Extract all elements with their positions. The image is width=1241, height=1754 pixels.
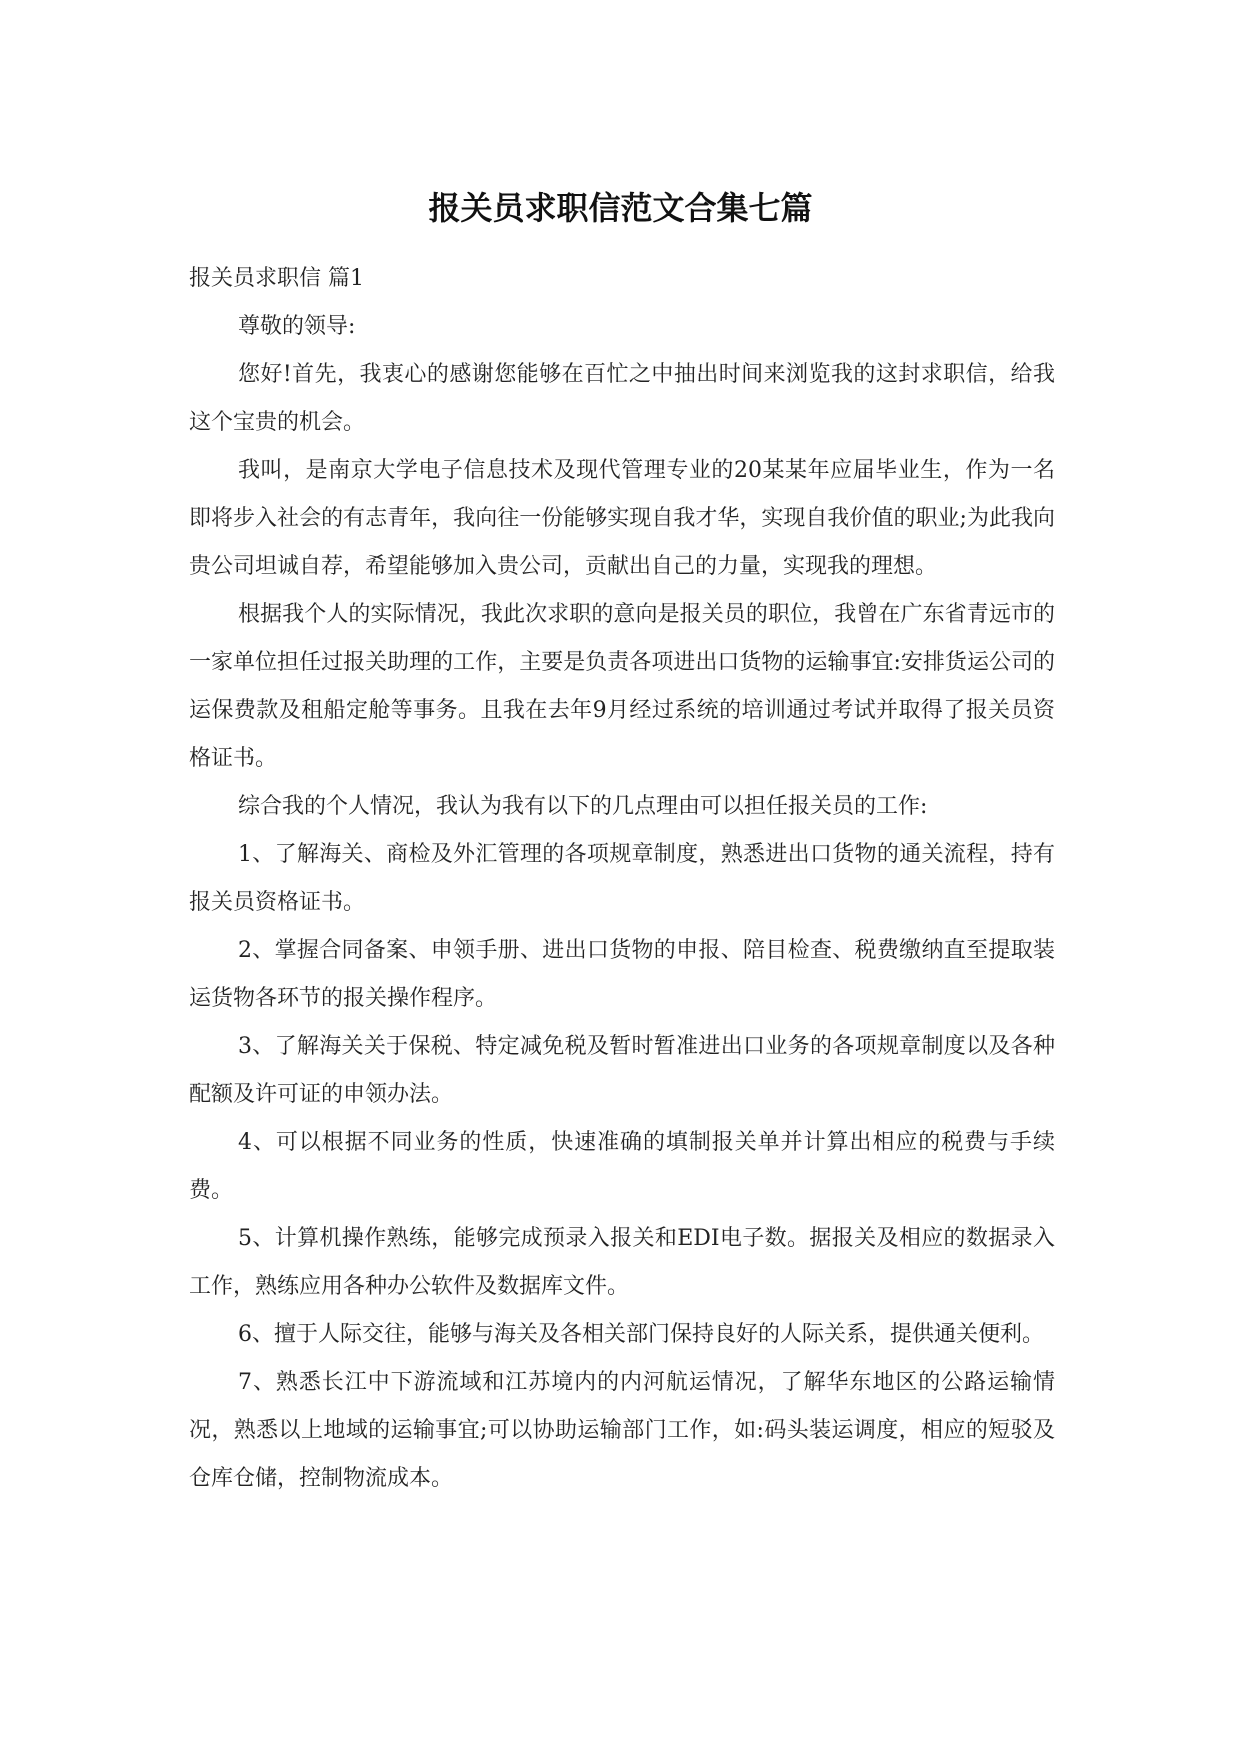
list-item-7: 7、熟悉长江中下游流域和江苏境内的内河航运情况，了解华东地区的公路运输情况，熟悉以上地域的运输事宜;可以协助运输部门工作，如:码头装运调度，相应的短驳及仓库仓储，控制物流成本。: [189, 1370, 1055, 1491]
list-item-4: 4、可以根据不同业务的性质，快速准确的填制报关单并计算出相应的税费与手续费。: [189, 1130, 1055, 1203]
list-item-2: 2、掌握合同备案、申领手册、进出口货物的申报、陪目检查、税费缴纳直至提取装运货物各环节的报关操作程序。: [189, 938, 1055, 1011]
list-item-5: 5、计算机操作熟练，能够完成预录入报关和EDI电子数。据报关及相应的数据录入工作，熟练应用各种办公软件及数据库文件。: [189, 1226, 1055, 1299]
list-item-1: 1、了解海关、商检及外汇管理的各项规章制度，熟悉进出口货物的通关流程，持有报关员资格证书。: [189, 842, 1055, 915]
list-item-3: 3、了解海关关于保税、特定减免税及暂时暂准进出口业务的各项规章制度以及各种配额及许可证的申领办法。: [189, 1034, 1055, 1107]
salutation: 尊敬的领导:: [238, 314, 356, 339]
paragraph-experience: 根据我个人的实际情况，我此次求职的意向是报关员的职位，我曾在广东省青远市的一家单位担任过报关助理的工作，主要是负责各项进出口货物的运输事宜:安排货运公司的运保费款及租船定舱等事务。且我在去年9月经过系统的培训通过考试并取得了报关员资格证书。: [189, 602, 1055, 771]
document-title: 报关员求职信范文合集七篇: [428, 189, 813, 227]
paragraph-greeting: 您好!首先，我衷心的感谢您能够在百忙之中抽出时间来浏览我的这封求职信，给我这个宝贵的机会。: [189, 362, 1055, 435]
list-item-6: 6、擅于人际交往，能够与海关及各相关部门保持良好的人际关系，提供通关便利。: [238, 1322, 1044, 1347]
section-heading: 报关员求职信 篇1: [189, 266, 364, 291]
paragraph-reasons-intro: 综合我的个人情况，我认为我有以下的几点理由可以担任报关员的工作:: [238, 794, 928, 819]
paragraph-introduction: 我叫，是南京大学电子信息技术及现代管理专业的20某某年应届毕业生，作为一名即将步入社会的有志青年，我向往一份能够实现自我才华，实现自我价值的职业;为此我向贵公司坦诚自荐，希望能够加入贵公司，贡献出自己的力量，实现我的理想。: [189, 458, 1055, 579]
letter-body: [189, 255, 1055, 1503]
